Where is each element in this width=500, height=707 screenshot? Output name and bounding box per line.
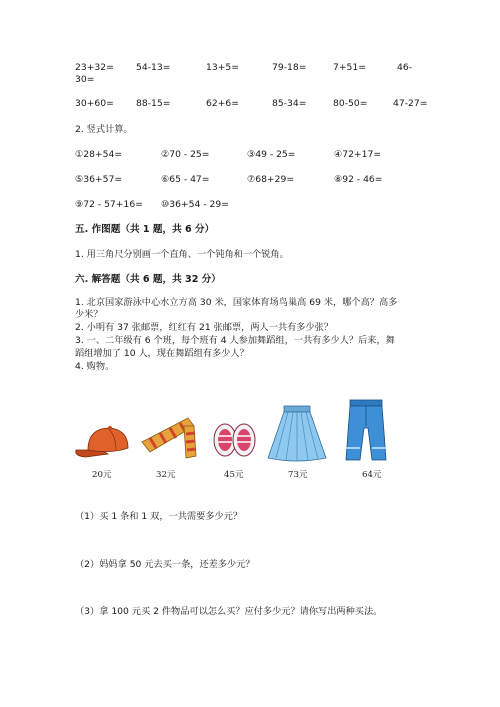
calc-row1-wrap: 30= [75,74,95,85]
calc-row1-item-3: 13+5= [206,62,239,73]
calc-row2-item-4: 85-34= [272,98,307,109]
calc-row2-item-1: 30+60= [75,98,114,109]
price-jeans: 64元 [362,470,382,480]
vertical-calc-6: ⑥65 - 47= [161,174,210,185]
vertical-calc-9: ⑨72 - 57+16= [75,199,143,210]
shopping-question-1: （1）买 1 条和 1 双，一共需要多少元？ [75,511,243,522]
vertical-calc-title: 2. 竖式计算。 [75,124,133,135]
section5-heading: 五. 作图题（共 1 题，共 6 分） [75,224,215,235]
calc-row1-item-1: 23+32= [75,62,114,73]
section6-line-5: 蹈组增加了 10 人，现在舞蹈组有多少人？ [75,348,249,359]
calc-row1-item-2: 54-13= [136,62,171,73]
calc-row1-item-5: 7+51= [333,62,366,73]
jeans-icon [342,398,390,462]
section6-line-2: 少米？ [75,309,103,320]
section6-line-4: 3. 一、二年级有 6 个班，每个班有 4 人参加舞蹈组，一共有多少人？后来，舞 [75,335,395,346]
vertical-calc-2: ②70 - 25= [161,149,210,160]
section5-question-1: 1. 用三角尺分别画一个直角、一个钝角和一个锐角。 [75,249,289,260]
scarf-icon [138,412,200,462]
section6-line-6: 4. 购物。 [75,361,115,372]
vertical-calc-8: ⑧92 - 46= [334,174,383,185]
vertical-calc-1: ①28+54= [75,149,123,160]
price-shoes: 45元 [224,470,244,480]
price-scarf: 32元 [156,470,176,480]
calc-row2-item-6: 47-27= [393,98,428,109]
calc-row1-item-4: 79-18= [272,62,307,73]
section6-line-3: 2. 小明有 37 张邮票，红红有 21 张邮票，两人一共有多少张？ [75,322,334,333]
vertical-calc-3: ③49 - 25= [247,149,296,160]
calc-row1-item-6: 46- [397,62,413,73]
vertical-calc-10: ⑩36+54 - 29= [161,199,229,210]
shoes-icon [210,418,258,460]
skirt-icon [266,404,328,462]
price-cap: 20元 [92,470,112,480]
calc-row2-item-2: 88-15= [136,98,171,109]
shopping-question-2: （2）妈妈拿 50 元去买一条，还差多少元？ [75,559,255,570]
shopping-question-3: （3）拿 100 元买 2 件物品可以怎么买？应付多少元？请你写出两种买法。 [75,606,383,617]
section6-heading: 六. 解答题（共 6 题，共 32 分） [75,274,221,285]
vertical-calc-5: ⑤36+57= [75,174,123,185]
section6-line-1: 1. 北京国家游泳中心水立方高 30 米，国家体育场鸟巢高 69 米，哪个高？高多 [75,297,398,308]
vertical-calc-4: ④72+17= [334,149,382,160]
calc-row2-item-3: 62+6= [206,98,239,109]
vertical-calc-7: ⑦68+29= [247,174,295,185]
price-skirt: 73元 [288,470,308,480]
calc-row2-item-5: 80-50= [333,98,368,109]
cap-icon [72,420,132,462]
